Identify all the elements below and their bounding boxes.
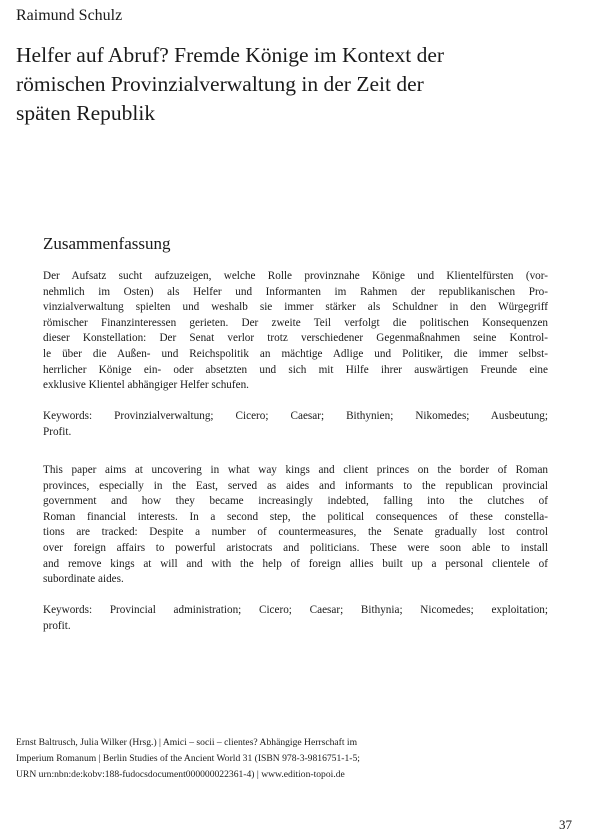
english-abstract <box>43 463 548 588</box>
text-line: vinzialverwaltung spielten und weshalb sie immer stärker als Schuldner in den Würgegriff <box>43 301 548 314</box>
german-keywords <box>43 409 548 440</box>
text-line: le über die Außen- und Reichspolitik an mächtige Adlige und Politiker, die immer selbst- <box>43 347 548 360</box>
text-line: herrlicher Könige ein- oder absetzten und sich mit Hilfe ihrer auswärtigen Freunde eine <box>43 363 548 376</box>
article-title <box>16 41 516 128</box>
text-line: römischer Finanzinteressen gerieten. Der zweite Teil verfolgt die politischen Konsequenzen <box>43 316 548 329</box>
text-line: Der Aufsatz sucht aufzuzeigen, welche Rolle provinznahe Könige und Klientelfürsten (vor- <box>43 270 548 282</box>
text-line: and remove kings at will and with the help of foreign allies built up a personal clientele of <box>43 557 548 570</box>
footer-line: URN urn:nbn:de:kobv:188-fudocsdocument000000022361-4) | www.edition-topoi.de <box>16 769 345 780</box>
author-name: Raimund Schulz <box>16 7 123 24</box>
text-line: Keywords: Provincial administration; Cicero; Caesar; Bithynia; Nicomedes; exploitation; <box>43 604 548 616</box>
text-line: nehmlich im Osten) als Helfer und Informanten im Rahmen der republikanischen Pro- <box>43 285 548 298</box>
title-line: Helfer auf Abruf? Fremde Könige im Kontext der <box>16 43 445 67</box>
text-line: profit. <box>43 619 71 632</box>
text-line: provinces, especially in the East, served as aides and informants to the republican provincial <box>43 479 548 492</box>
text-line: Roman financial interests. In a second step, the political consequences of these constella- <box>43 510 548 523</box>
citation-footer <box>16 735 360 783</box>
german-abstract <box>43 269 548 394</box>
text-line: over foreign affairs to powerful aristocrats and politicians. These were soon able to install <box>43 541 548 554</box>
title-line: römischen Provinzialverwaltung in der Zeit der <box>16 72 424 96</box>
english-keywords <box>43 603 548 634</box>
text-line: tions are tracked: Despite a number of countermeasures, the Senate gradually lost control <box>43 526 548 539</box>
text-line: government and how they became increasingly indebted, falling into the clutches of <box>43 495 548 508</box>
text-line: exklusive Klientel abhängiger Helfer schufen. <box>43 379 249 392</box>
text-line: Keywords: Provinzialverwaltung; Cicero; Caesar; Bithynien; Nikomedes; Ausbeutung; <box>43 410 548 422</box>
text-line: dieser Konstellation: Der Senat verlor trotz verschiedener Gegenmaßnahmen seine Kontrol- <box>43 332 548 345</box>
text-line: This paper aims at uncovering in what way kings and client princes on the border of Roman <box>43 464 548 476</box>
text-line: Profit. <box>43 425 72 438</box>
footer-line: Ernst Baltrusch, Julia Wilker (Hrsg.) | Amici – socii – clientes? Abhängige Herrschaft im <box>16 737 358 748</box>
abstract-heading: Zusammenfassung <box>43 234 171 253</box>
page-number: 37 <box>559 817 572 832</box>
text-line: subordinate aides. <box>43 573 124 586</box>
footer-line: Imperium Romanum | Berlin Studies of the Ancient World 31 (ISBN 978-3-9816751-1-5; <box>16 753 360 764</box>
title-line: späten Republik <box>16 101 156 125</box>
